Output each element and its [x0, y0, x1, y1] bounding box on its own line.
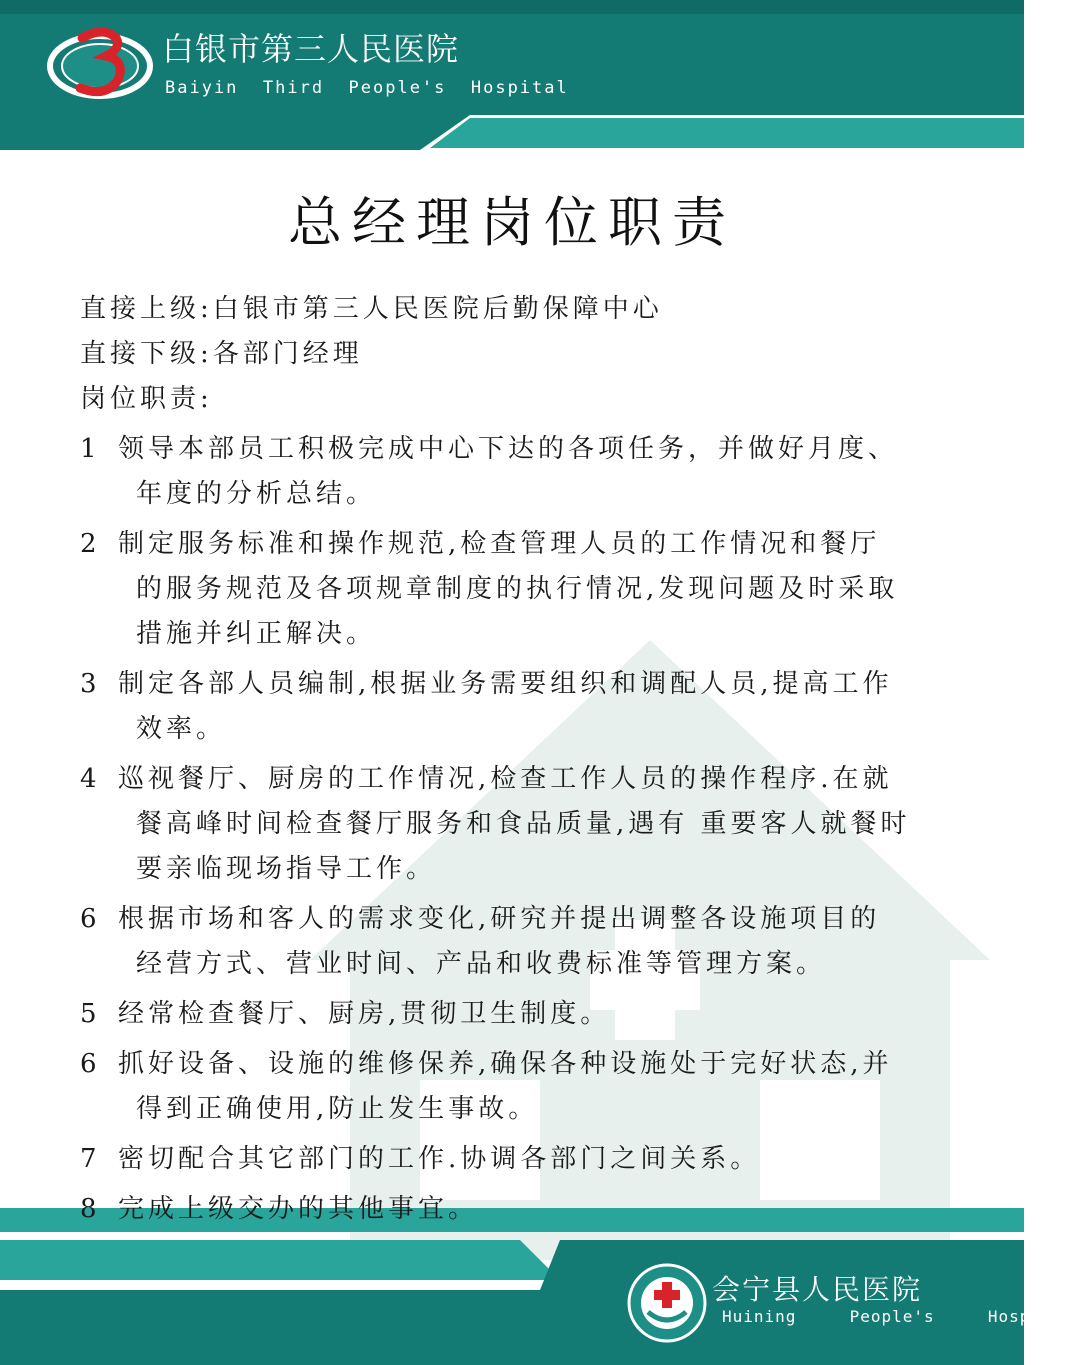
duty-continuation-line: 餐高峰时间检查餐厅服务和食品质量,遇有 重要客人就餐时 — [136, 809, 911, 839]
duty-text: 巡视餐厅、厨房的工作情况,检查工作人员的操作程序.在就 — [118, 764, 893, 794]
direct-subordinate: 直接下级:各部门经理 — [80, 339, 363, 369]
duty-text: 根据市场和客人的需求变化,研究并提出调整各设施项目的 — [118, 904, 881, 934]
footer-hospital-name-en: Huining People's Hospital — [722, 1307, 1073, 1326]
duty-first-line — [80, 1137, 980, 1182]
duty-item — [80, 757, 980, 892]
duty-text: 完成上级交办的其他事宜。 — [118, 1194, 479, 1224]
duty-text: 领导本部员工积极完成中心下达的各项任务，并做好月度、 — [118, 434, 899, 464]
duty-number: 7 — [80, 1144, 101, 1174]
duty-first-line — [80, 522, 980, 567]
huining-hospital-emblem-icon — [626, 1262, 708, 1344]
duty-item — [80, 897, 980, 987]
duty-item — [80, 1187, 980, 1232]
duty-number: 8 — [80, 1194, 101, 1224]
duty-number: 3 — [80, 669, 101, 699]
duty-text: 经常检查餐厅、厨房,贯彻卫生制度。 — [118, 999, 611, 1029]
duty-first-line — [80, 1042, 980, 1087]
duty-first-line — [80, 757, 980, 802]
duty-number: 1 — [80, 434, 101, 464]
duty-item — [80, 1137, 980, 1182]
page-title: 总经理岗位职责 — [288, 191, 736, 254]
duty-continuation-line: 措施并纠正解决。 — [136, 619, 377, 649]
hospital-logo-icon — [44, 18, 156, 108]
duties-list — [80, 427, 980, 1232]
duty-item — [80, 992, 980, 1037]
hospital-name-cn: 白银市第三人民医院 — [162, 30, 460, 68]
duty-first-line — [80, 662, 980, 707]
duty-first-line — [80, 992, 980, 1037]
duty-continuation-line: 要亲临现场指导工作。 — [136, 854, 437, 884]
duty-text: 制定服务标准和操作规范,检查管理人员的工作情况和餐厅 — [118, 529, 881, 559]
duty-first-line — [80, 897, 980, 942]
duty-number: 6 — [80, 1049, 101, 1079]
content-body — [80, 287, 980, 1232]
duty-number: 4 — [80, 764, 101, 794]
duty-number: 6 — [80, 904, 101, 934]
duty-item — [80, 427, 980, 517]
direct-superior: 直接上级:白银市第三人民医院后勤保障中心 — [80, 294, 663, 324]
duties-heading: 岗位职责: — [80, 384, 213, 414]
duty-text: 抓好设备、设施的维修保养,确保各种设施处于完好状态,并 — [118, 1049, 893, 1079]
duty-text: 制定各部人员编制,根据业务需要组织和调配人员,提高工作 — [118, 669, 893, 699]
duty-item — [80, 522, 980, 657]
duty-number: 5 — [80, 999, 101, 1029]
duty-number: 2 — [80, 529, 101, 559]
duty-continuation-line: 经营方式、营业时间、产品和收费标准等管理方案。 — [136, 949, 827, 979]
duty-first-line — [80, 1187, 980, 1232]
duty-continuation-line: 的服务规范及各项规章制度的执行情况,发现问题及时采取 — [136, 574, 899, 604]
duty-first-line — [80, 427, 980, 472]
duty-text: 密切配合其它部门的工作.协调各部门之间关系。 — [118, 1144, 761, 1174]
duty-continuation-line: 得到正确使用,防止发生事故。 — [136, 1094, 539, 1124]
duty-item — [80, 662, 980, 752]
footer-hospital-name-cn: 会宁县人民医院 — [712, 1273, 923, 1306]
footer-band-left — [0, 1240, 560, 1280]
duty-item — [80, 1042, 980, 1132]
hospital-name-en: Baiyin Third People's Hospital — [165, 78, 569, 98]
duty-continuation-line: 年度的分析总结。 — [136, 479, 377, 509]
duty-continuation-line: 效率。 — [136, 714, 227, 744]
header — [0, 0, 1024, 150]
